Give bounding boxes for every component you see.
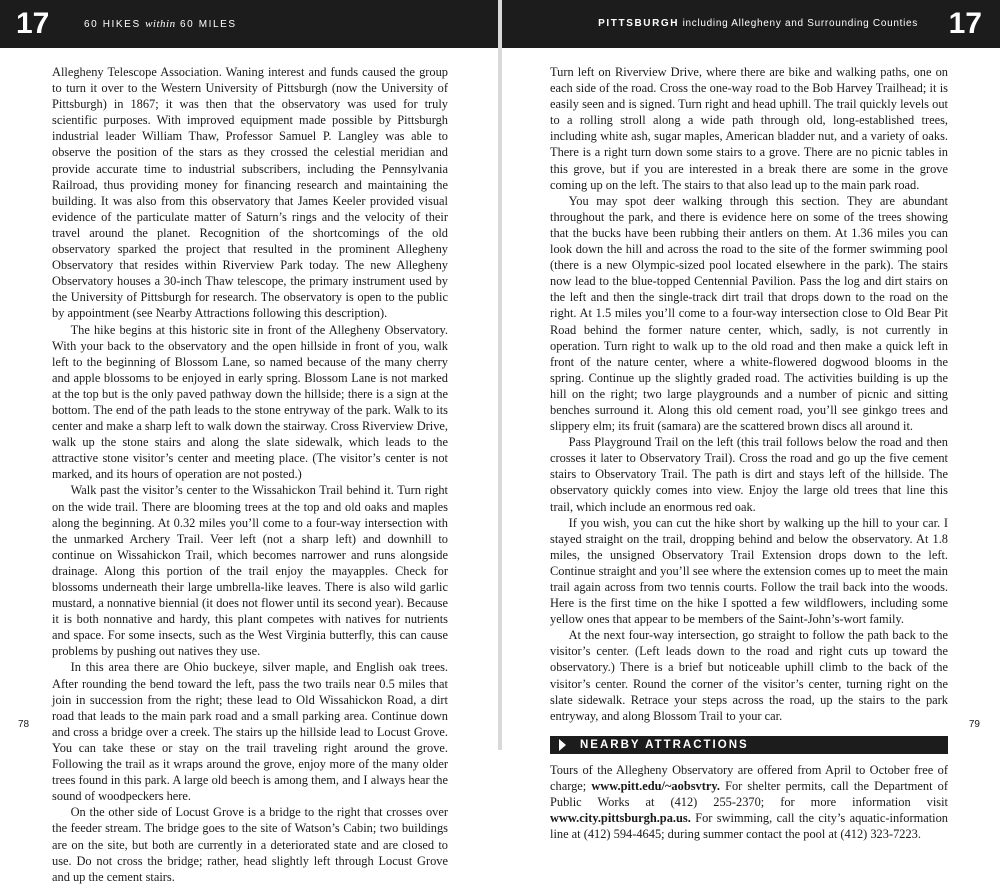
page-number: 78	[18, 719, 30, 730]
chapter-number: 17	[16, 7, 50, 40]
running-head-text: including Allegheny and Surrounding Counties	[679, 18, 918, 29]
paragraph: Pass Playground Trail on the left (this trail follows below the road and then crosses it later to Observatory Trail). Cross the road and go up the five cement stairs to Observatory Trail. The path is dirt and stays left of the hillside. The observatory quickly comes into view. Enjoy the large old trees that line this trail, which include an enormous red oak.	[550, 435, 948, 514]
city-url[interactable]: www.city.pittsburgh.pa.us.	[550, 811, 691, 826]
right-page	[502, 0, 1000, 842]
paragraph: At the next four-way intersection, go straight to follow the path back to the visitor’s center. (Left leads down to the road and right cuts up toward the observatory.) There is a brief but noticeable uphill climb to the back of the visitor’s center. Round the corner of the visitor’s center, turning right on the slate sidewalk. Retrace your steps across the road, up the stairs to the park entryway, and along Blossom Trail to your car.	[550, 628, 948, 723]
nearby-attractions-text	[550, 762, 948, 842]
paragraph: The hike begins at this historic site in front of the Allegheny Observatory. With your back to the observatory and the open hillside in front of you, walk left to the beginning of Blossom Lane, so named because of the many cherry and apple blossoms to be enjoyed in early spring. Blossom Lane is not marked at the top but is the only paved pathway down the hillside; there is a sign at the bottom. The end of the path leads to the stone entryway of the park. Walk to its center and make a sharp left to walk down the stairway. Cross Riverview Drive, walk up the stone stairs and along the slate sidewalk, which leads to the attractive stone visitor’s center and meeting place. (The visitor’s center is not marked, and its hours of operation are not posted.)	[52, 322, 448, 482]
page-number: 79	[968, 719, 980, 730]
paragraph: Walk past the visitor’s center to the Wissahickon Trail behind it. Turn right on the wide trail. There are blooming trees at the top and old oaks and maples along the beginning. At 0.32 miles you’ll come to a four-way intersection with the unmarked Archery Trail. Veer left (not a sharp left) and downhill to continue on Wissahickon Trail, which becomes narrower and runs alongside drainage. Along this portion of the trail enjoy the mayapples. Check for blossoms underneath their large umbrella-like leaves. There is also wild garlic mustard, a nonnative biennial (it does not flower until its second year). Because it is both nonnative and hardy, this plant competes with natives for nutrients and space. For some insects, such as the West Virginia butterfly, this can cause problems by pushing out natives they use.	[52, 483, 448, 659]
left-page	[0, 0, 498, 884]
left-page-header	[0, 0, 498, 48]
running-head-book-title	[84, 17, 237, 32]
text-run: Tours of the Allegheny Observatory are offered from April to October free of charge;	[550, 762, 948, 793]
running-head-italic: within	[145, 18, 176, 30]
paragraph: On the other side of Locust Grove is a bridge to the right that crosses over the feeder stream. The bridge goes to the site of Watson’s Cabin; two buildings are on the site, but both are currently in a deteriorated state and are closed to use. Do not cross the bridge; rather, head slightly left through Locust Grove and up the cement stairs.	[52, 805, 448, 884]
section-heading-label: NEARBY ATTRACTIONS	[580, 738, 749, 751]
paragraph: You may spot deer walking through this section. They are abundant throughout the park, and there is evidence here on some of the trees showing that the bucks have been rubbing their antlers on them. At 1.36 miles you can look down the hill and across the road to the site of the former swimming pool (there is a new Olympic-sized pool located elsewhere in the park). The stairs now lead to the blue-topped Centennial Pavilion. Pass the log and dirt stairs on the left and then the single-track dirt trail that drops down to the road on the right. At 1.5 miles you’ll come to a four-way intersection close to Old Bear Pit Road behind the former nature center, which, sadly, is not currently in operation. Turn right to walk up to the old road and then make a quick left in front of the nature center, where a white-flowered dogwood blooms in the spring. Continue up the slightly graded road. The activities building is up the hill on the right; two large playgrounds and a number of picnic and sitting benches surround it. Along this old cement road, you’ll see ginkgo trees and slippery elm; its fruit (samara) are the scattered brown discs all around it.	[550, 193, 948, 434]
right-page-body	[550, 64, 948, 842]
nearby-attractions-heading	[550, 736, 948, 754]
paragraph: If you wish, you can cut the hike short by walking up the hill to your car. I stayed straight on the trail, dropping behind and below the observatory. At 1.8 miles, the unsigned Observatory Trail Extension drops down to the left. Continue straight and you’ll see where the extension comes up to meet the main trail again across from two tennis courts. Follow the trail back into the woods. Here is the first time on the hike I spotted a few wildflowers, including some yellow ones that appear to be members of the Saint-John’s-wort family.	[550, 515, 948, 627]
paragraph: In this area there are Ohio buckeye, silver maple, and English oak trees. After rounding the bend toward the left, pass the two trails near 0.5 miles that join in succession from the right; these lead to Old Wissahickon Road, a dirt road that leads to the main park road and a small parking area. Continue down and cross a bridge over a creek. The stairs up the hillside lead to Locust Grove. You can take these or stay on the trail traveling right around the grove. Following the trail as it wraps around the grove, enjoy more of the many older trees found in this park. A large old beech is among them, and I always hear the sound of woodpeckers here.	[52, 660, 448, 804]
running-head-text: 60 HIKES	[84, 19, 146, 30]
running-head-region	[598, 17, 918, 31]
left-page-body	[52, 64, 448, 885]
chapter-number: 17	[948, 7, 982, 40]
running-head-bold: PITTSBURGH	[598, 18, 680, 29]
paragraph: Turn left on Riverview Drive, where there are bike and walking paths, one on each side of the road. Cross the one-way road to the Bob Harvey Trailhead; it is easily seen and is signed. Turn right and head uphill. The trail quickly levels out to a rolling stroll along a wide path through old, long-established trees, including white ash, sugar maples, American bladder nut, and a variety of oaks. There is a right turn down some stairs to a grove. There are no picnic tables in this grove, but if you are interested in a break there are some in the grove coming up on the left. The stairs to that also lead up to the main park road.	[550, 65, 948, 192]
paragraph: Allegheny Telescope Association. Waning interest and funds caused the group to turn it over to the Western University of Pittsburgh (now the University of Pittsburgh) in 1867; it was then that the observatory was used for truly scientific purposes. With improved equipment made possible by Pittsburgh industrial leader William Thaw, Professor Samuel P. Langley was able to observe the position of the stars as they crossed the celestial meridian and provide accurate time to industrial subscribers, including the Pennsylvania Railroad, thus providing money for financing research and maintaining the building. It was also from this observatory that James Keeler provided visual evidence of the particulate matter of Saturn’s rings and the velocity of their travel around the planet. Recognition of the shortcomings of the old observatory sparked the project that resulted in the prominent Allegheny Observatory that resides within Riverview Park today. The new Allegheny Observatory houses a 30-inch Thaw telescope, the primary instrument used by the University of Pittsburgh for research. The observatory is open to the public by appointment (see Nearby Attractions following this description).	[52, 65, 448, 321]
triangle-arrow-icon	[559, 739, 566, 751]
text-run: For swimming, call the city’s aquatic-information line at (412) 594-4645; during summer contact the pool at (412) 323-7223.	[550, 811, 948, 842]
running-head-text: 60 MILES	[175, 19, 237, 30]
observatory-url[interactable]: www.pitt.edu/~aobsvtry.	[591, 778, 720, 793]
text-run: For shelter permits, call the Department of Public Works at (412) 255-2370; for more information visit	[550, 778, 948, 810]
right-page-header	[502, 0, 1000, 48]
